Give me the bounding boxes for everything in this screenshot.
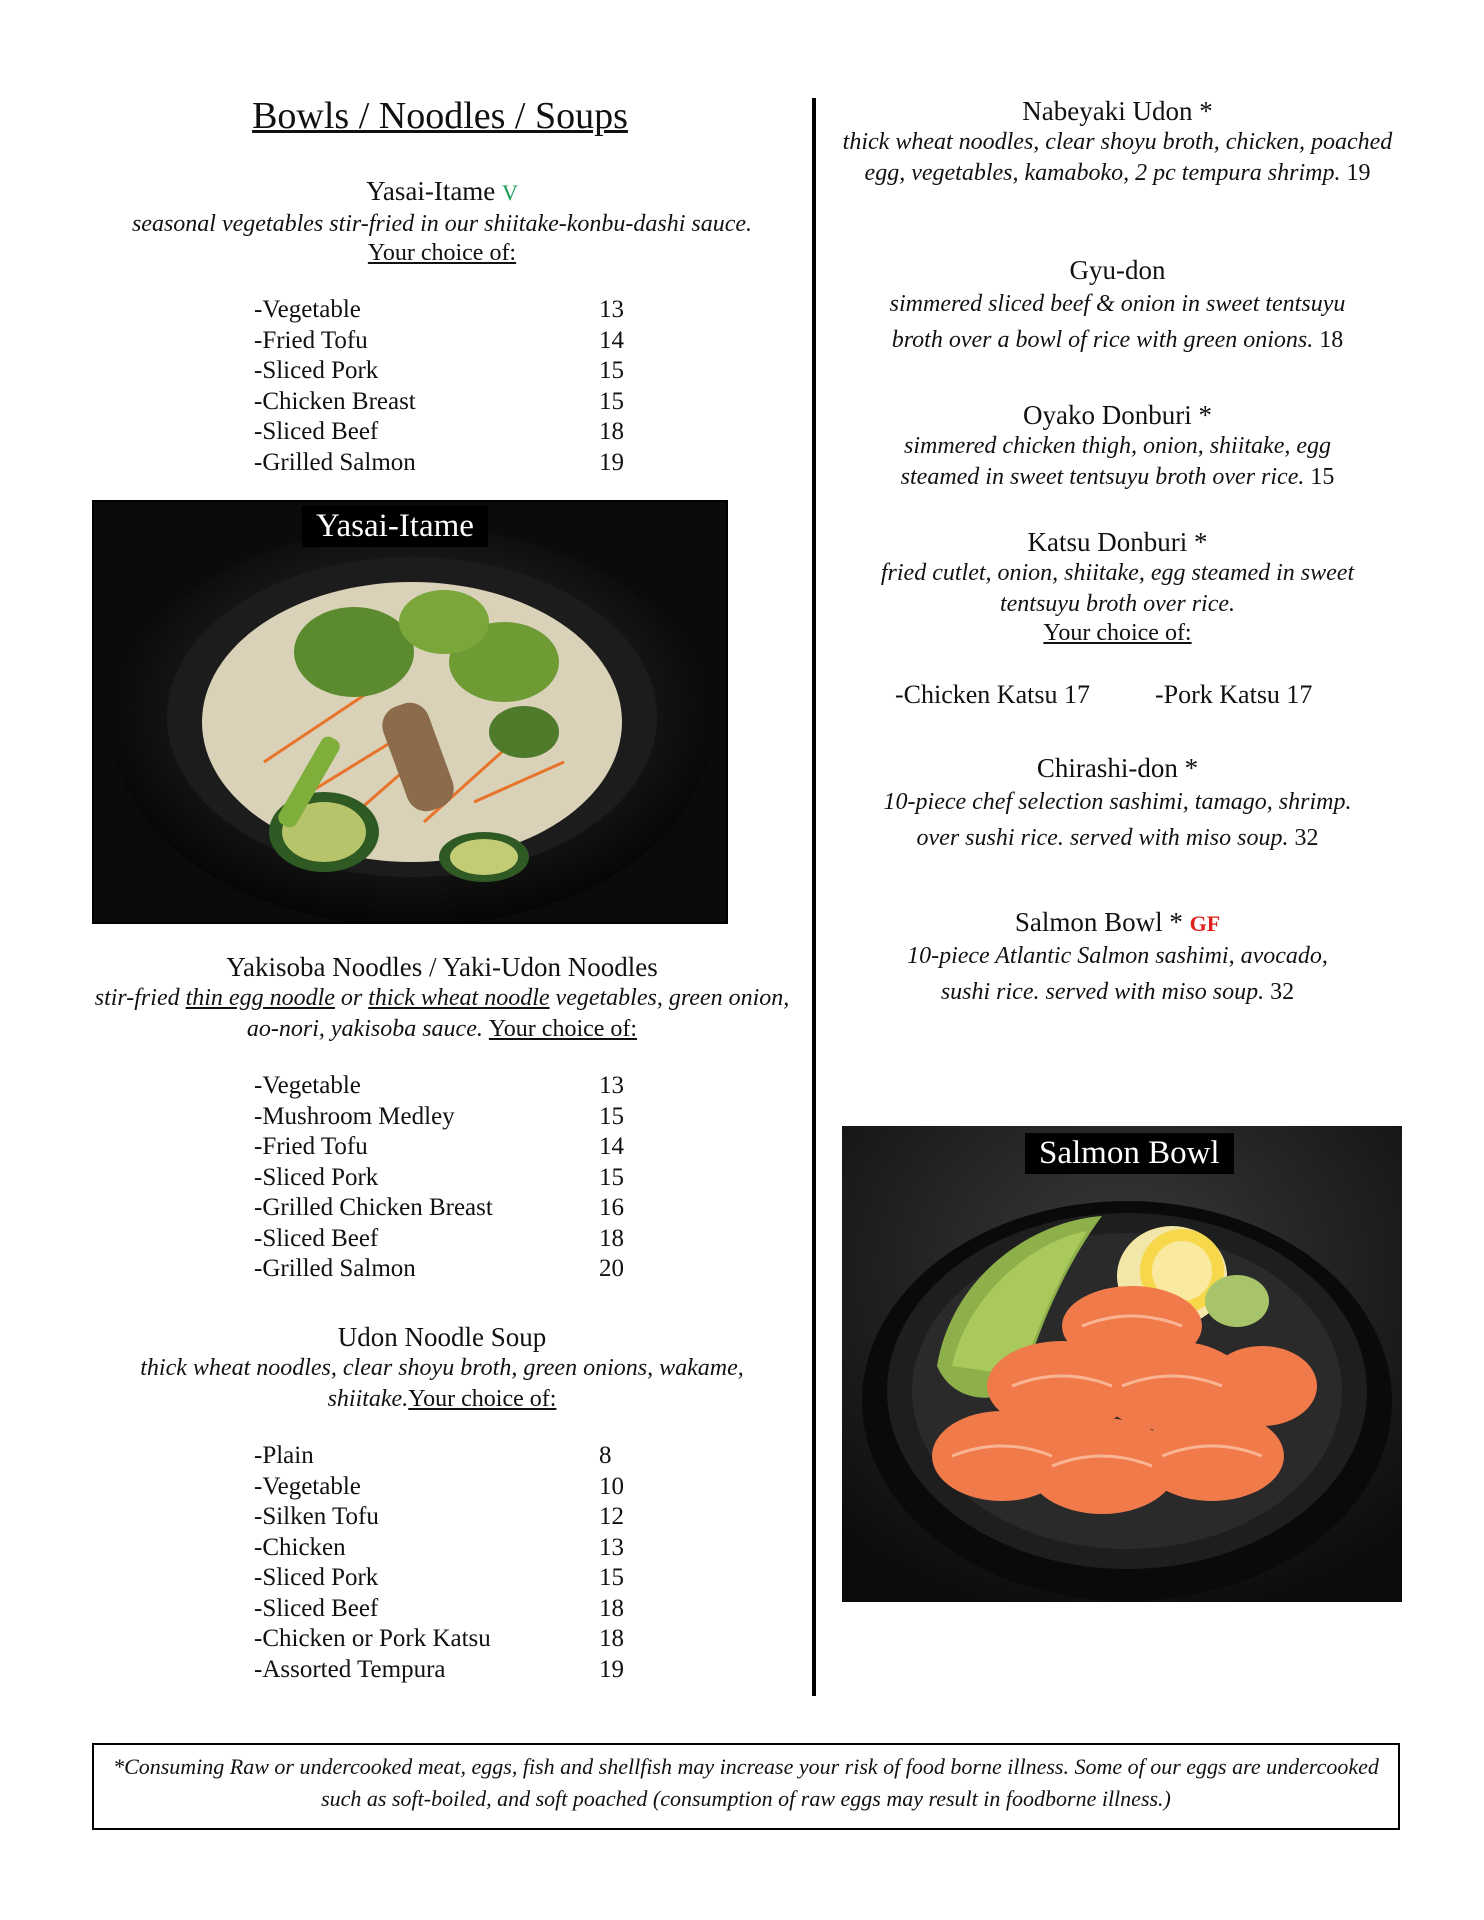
yakisoba-section	[92, 952, 792, 1045]
item-description-line-2: steamed in sweet tentsuyu broth over rice. 15	[900, 464, 1335, 490]
item-description-line-1: simmered chicken thigh, onion, shiitake, egg	[903, 433, 1331, 459]
item-title: Chirashi-don *	[1036, 753, 1199, 783]
photo-label: Salmon Bowl	[1025, 1133, 1234, 1174]
yasai-itame-photo	[92, 500, 728, 924]
yasai-options	[254, 296, 674, 479]
option-row	[254, 357, 674, 388]
item-title: Nabeyaki Udon *	[1022, 96, 1213, 126]
option-name: -Vegetable	[254, 296, 361, 323]
option-row	[254, 1503, 674, 1534]
option-price: 8	[599, 1442, 612, 1469]
option-row	[254, 388, 674, 419]
option-price: 19	[599, 1655, 624, 1683]
page-title: Bowls / Noodles / Soups	[252, 95, 628, 137]
option-price: 15	[599, 357, 624, 384]
choice-label: Your choice of:	[1043, 620, 1192, 646]
katsu-section	[840, 527, 1395, 647]
option-price: 13	[599, 1072, 624, 1099]
option-price: 13	[599, 296, 624, 323]
option-row	[254, 1072, 674, 1103]
item-description: thick wheat noodles, clear shoyu broth, green onions, wakame, shiitake.Your choice of:	[140, 1355, 744, 1412]
option-name: -Fried Tofu	[254, 326, 368, 354]
photo-label: Yasai-Itame	[302, 506, 488, 547]
chirashi-section	[840, 753, 1395, 856]
option-name: -Mushroom Medley	[254, 1102, 455, 1130]
option-price: 15	[599, 1564, 624, 1591]
option-name: -Vegetable	[254, 1472, 361, 1500]
item-description: fried cutlet, onion, shiitake, egg steamed in sweet tentsuyu broth over rice.	[880, 560, 1355, 617]
item-title: Salmon Bowl *	[1014, 907, 1183, 937]
option-row	[254, 1625, 674, 1656]
option-price: 13	[599, 1533, 624, 1561]
option-name: -Grilled Salmon	[254, 448, 416, 476]
item-description-line-2: over sushi rice. served with miso soup. 32	[916, 825, 1319, 851]
option-name: -Plain	[254, 1442, 314, 1469]
option-row	[254, 1534, 674, 1565]
gyudon-section	[840, 255, 1395, 358]
item-description: stir-fried thin egg noodle or thick wheat noodle vegetables, green onion, ao-nori, yakisoba sauce. Your choice of:	[94, 985, 790, 1042]
salmon-bowl-photo	[842, 1126, 1402, 1602]
option-name: -Grilled Salmon	[254, 1255, 416, 1282]
udon-soup-options	[254, 1442, 674, 1686]
option-row	[254, 1194, 674, 1225]
option-name: -Fried Tofu	[254, 1133, 368, 1160]
option-price: 15	[599, 387, 624, 415]
option-name: -Chicken	[254, 1533, 346, 1561]
option-name: -Assorted Tempura	[254, 1655, 446, 1683]
option-name: -Silken Tofu	[254, 1503, 379, 1530]
salmon-bowl-image	[842, 1126, 1402, 1602]
option-row	[254, 296, 674, 327]
option-price: 15	[599, 1163, 624, 1191]
option-name: -Sliced Pork	[254, 1564, 379, 1591]
choice-label: Your choice of:	[367, 240, 517, 266]
nabeyaki-section	[840, 96, 1395, 189]
item-title: Oyako Donburi *	[1023, 400, 1212, 430]
option-row	[254, 1255, 674, 1286]
option-price: 19	[599, 448, 624, 476]
item-title: Udon Noodle Soup	[337, 1322, 547, 1352]
oyako-section	[840, 400, 1395, 493]
option-price: 20	[599, 1255, 624, 1282]
option-price: 10	[599, 1472, 624, 1500]
item-description: thick wheat noodles, clear shoyu broth, chicken, poached egg, vegetables, kamaboko, 2 pc tempura shrimp. 19	[842, 129, 1393, 186]
option-name: -Vegetable	[254, 1072, 361, 1099]
option-price: 16	[599, 1194, 624, 1221]
option-price: 14	[599, 326, 624, 354]
option-name: -Sliced Beef	[254, 1224, 379, 1252]
katsu-option-chicken: -Chicken Katsu 17	[895, 680, 1090, 709]
option-row	[254, 1656, 674, 1687]
option-row	[254, 1225, 674, 1256]
option-name: -Sliced Pork	[254, 1163, 379, 1191]
udon-soup-section	[92, 1322, 792, 1415]
column-divider	[812, 98, 816, 1696]
item-title: Yakisoba Noodles / Yaki-Udon Noodles	[226, 952, 658, 982]
item-description: seasonal vegetables stir-fried in our shiitake-konbu-dashi sauce.	[131, 211, 753, 237]
item-description-line-2: broth over a bowl of rice with green onions. 18	[891, 327, 1344, 353]
option-price: 12	[599, 1503, 624, 1530]
item-title: Gyu-don	[1069, 255, 1166, 285]
option-row	[254, 1564, 674, 1595]
yasai-itame-section	[92, 176, 792, 267]
option-row	[254, 449, 674, 480]
food-safety-disclaimer: *Consuming Raw or undercooked meat, eggs, fish and shellfish may increase your risk of food borne illness. Some of our eggs are undercooked such as soft-boiled, and soft poached (consumption of raw eggs may result in foodborne illness.)	[92, 1743, 1400, 1830]
option-name: -Sliced Beef	[254, 418, 379, 445]
option-row	[254, 1103, 674, 1134]
option-price: 18	[599, 1594, 624, 1622]
yakisoba-options	[254, 1072, 674, 1286]
salmon-bowl-section	[840, 907, 1395, 1010]
option-price: 18	[599, 1224, 624, 1252]
option-price: 18	[599, 1625, 624, 1652]
option-price: 15	[599, 1102, 624, 1130]
option-row	[254, 327, 674, 358]
option-row	[254, 1442, 674, 1473]
item-title: Katsu Donburi *	[1027, 527, 1208, 557]
option-name: -Chicken or Pork Katsu	[254, 1625, 491, 1652]
vegetarian-badge: V	[502, 180, 518, 205]
item-description-line-2: sushi rice. served with miso soup. 32	[940, 979, 1295, 1005]
option-name: -Sliced Beef	[254, 1594, 379, 1622]
item-description-line-1: 10-piece Atlantic Salmon sashimi, avocado,	[907, 943, 1328, 969]
option-name: -Sliced Pork	[254, 357, 379, 384]
item-title: Yasai-Itame	[366, 176, 496, 206]
item-description-line-1: 10-piece chef selection sashimi, tamago, shrimp.	[883, 789, 1352, 815]
option-row	[254, 1133, 674, 1164]
option-price: 18	[599, 418, 624, 445]
option-name: -Grilled Chicken Breast	[254, 1194, 493, 1221]
option-row	[254, 1595, 674, 1626]
option-row	[254, 1164, 674, 1195]
option-row	[254, 1473, 674, 1504]
option-price: 14	[599, 1133, 624, 1160]
gluten-free-badge: GF	[1189, 911, 1221, 936]
option-row	[254, 418, 674, 449]
item-description-line-1: simmered sliced beef & onion in sweet tentsuyu	[889, 291, 1346, 317]
option-name: -Chicken Breast	[254, 387, 416, 415]
vegetable-bowl-image	[94, 502, 728, 924]
katsu-option-pork: -Pork Katsu 17	[1155, 680, 1313, 709]
